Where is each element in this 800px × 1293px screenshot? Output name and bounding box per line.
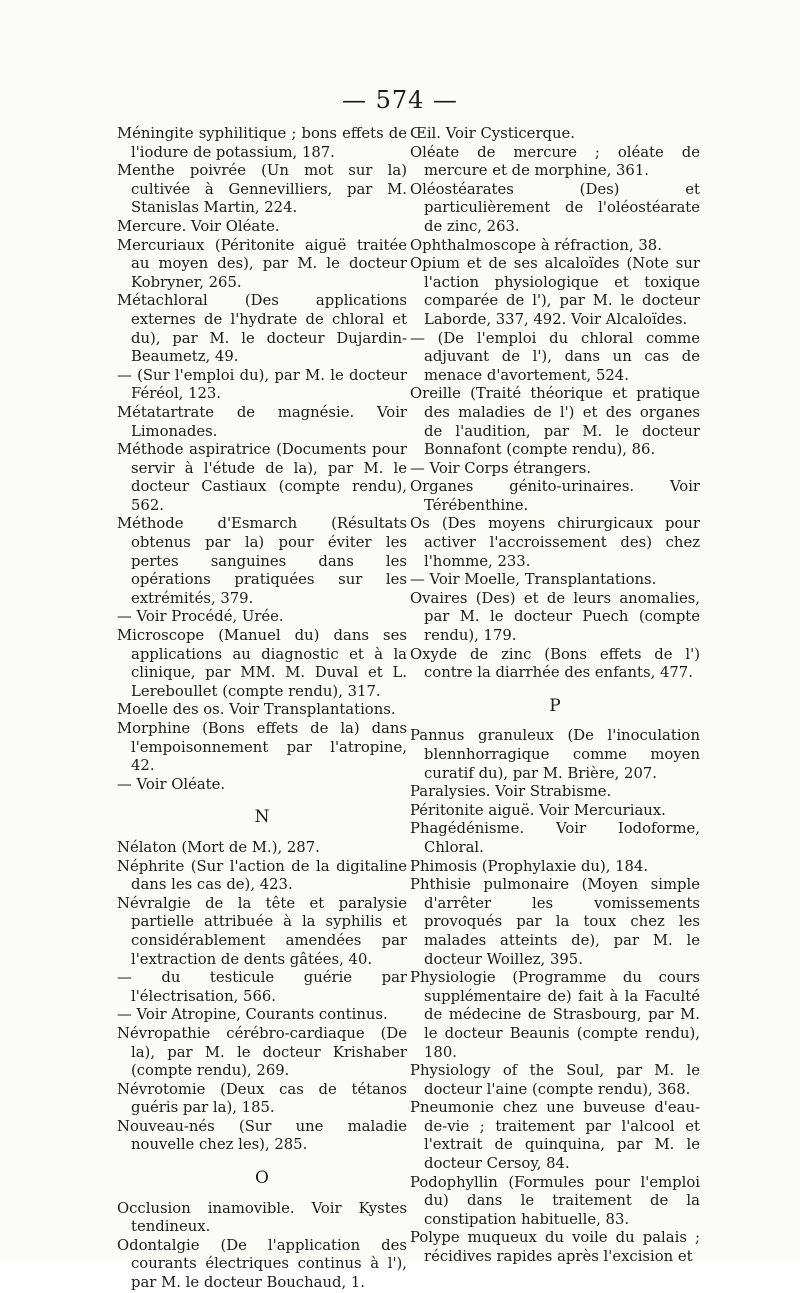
index-entry: Métachloral (Des applications externes de l'hydrate de chloral et du), par M. le docteur Dujardin-Beaumetz, 49. [117, 292, 407, 366]
section-letter-p: P [549, 695, 561, 716]
index-entry: — (De l'emploi du chloral comme adjuvant de l'), dans un cas de menace d'avortement, 524. [410, 329, 700, 384]
index-entry: Néphrite (Sur l'action de la digitaline dans les cas de), 423. [117, 857, 407, 894]
index-entry: Ovaires (Des) et de leurs anomalies, par M. le docteur Puech (compte rendu), 179. [410, 589, 700, 645]
right-column [410, 125, 700, 1267]
index-entry: Moelle des os. Voir Transplantations. [117, 701, 396, 719]
index-entry: Oreille (Traité théorique et pratique des maladies de l') et des organes de l'audition, par M. le docteur Bonnafont (compte rendu), 86. [410, 385, 700, 459]
index-entry: Mercure. Voir Oléate. [117, 217, 280, 235]
index-entry: Morphine (Bons effets de la) dans l'empoisonnement par l'atropine, 42. [117, 720, 407, 775]
index-entry: Oxyde de zinc (Bons effets de l') contre la diarrhée des enfants, 477. [410, 645, 700, 682]
index-entry: Microscope (Manuel du) dans ses applications au diagnostic et à la clinique, par MM. M. Duval et L. Lereboullet (compte rendu), 317. [117, 627, 407, 700]
index-entry: Polype muqueux du voile du palais ; récidives rapides après l'excision et [410, 1229, 700, 1266]
index-entry: Menthe poivrée (Un mot sur la) cultivée à Gennevilliers, par M. Stanislas Martin, 224. [117, 162, 407, 217]
index-entry: Œil. Voir Cysticerque. [410, 125, 575, 142]
index-entry: — du testicule guérie par l'électrisation, 566. [117, 969, 407, 1005]
index-entry: Méthode aspiratrice (Documents pour servir à l'étude de la), par M. le docteur Castiaux (compte rendu), 562. [117, 441, 407, 514]
index-entry: Physiology of the Soul, par M. le docteur l'aine (compte rendu), 368. [410, 1062, 700, 1098]
index-entry: Os (Des moyens chirurgicaux pour activer l'accroissement des) chez l'homme, 233. [410, 515, 700, 570]
index-entry: Physiologie (Programme du cours supplémentaire de) fait à la Faculté de médecine de Strasbourg, par M. le docteur Beaunis (compte rendu), 180. [410, 969, 700, 1061]
entries-p [410, 727, 700, 1266]
index-entry: Névrotomie (Deux cas de tétanos guéris par la), 185. [117, 1080, 407, 1117]
index-entry: Odontalgie (De l'application des courants électriques continus à l'), par M. le docteur Bouchaud, 1. [117, 1236, 407, 1292]
page-number: — 574 — [341, 86, 459, 114]
entries-m [117, 125, 407, 794]
section-letter-o: O [255, 1168, 269, 1189]
index-entry: Péritonite aiguë. Voir Mercuriaux. [410, 801, 666, 819]
index-entry: Phagédénisme. Voir Iodoforme, Chloral. [410, 820, 700, 856]
index-entry: Organes génito-urinaires. Voir Térébenthine. [410, 478, 700, 514]
index-entry: — Voir Corps étrangers. [410, 459, 592, 477]
index-entry: Phthisie pulmonaire (Moyen simple d'arrêter les vomissements provoqués par la toux chez les malades atteints de), par M. le docteur Woillez, 395. [410, 876, 700, 968]
index-entry: Phimosis (Prophylaxie du), 184. [410, 857, 649, 875]
index-entry: Pannus granuleux (De l'inoculation blennhorragique comme moyen curatif du), par M. Brière, 207. [410, 727, 700, 782]
index-entry: Névralgie de la tête et paralysie partielle attribuée à la syphilis et considérablement amendées par l'extraction de dents gâtées, 40. [117, 894, 407, 968]
entries-o-right [410, 125, 700, 683]
index-entry: — Voir Atropine, Courants continus. [117, 1006, 388, 1024]
index-entry: — (Sur l'emploi du), par M. le docteur Féréol, 123. [117, 366, 407, 403]
index-entry: — Voir Moelle, Transplantations. [410, 571, 657, 589]
index-entry: Occlusion inamovible. Voir Kystes tendineux. [117, 1199, 407, 1236]
index-entry: — Voir Procédé, Urée. [117, 608, 284, 626]
index-entry: Mercuriaux (Péritonite aiguë traitée au moyen des), par M. le docteur Kobryner, 265. [117, 236, 407, 291]
index-entry: Névropathie cérébro-cardiaque (De la), par M. le docteur Krishaber (compte rendu), 269. [117, 1024, 407, 1080]
index-entry: Méningite syphilitique ; bons effets de l'iodure de potassium, 187. [117, 125, 407, 161]
entries-n [117, 839, 407, 1155]
index-entry: Métatartrate de magnésie. Voir Limonades. [117, 403, 407, 440]
index-entry: Oléate de mercure ; oléate de mercure et de morphine, 361. [410, 143, 700, 180]
left-column [117, 125, 407, 1293]
entries-o-left [117, 1200, 407, 1293]
section-letter-n: N [254, 807, 270, 828]
index-entry: Oléostéarates (Des) et particulièrement de l'oléostéarate de zinc, 263. [410, 180, 700, 235]
index-entry: — Voir Oléate. [117, 775, 226, 793]
index-entry: Nélaton (Mort de M.), 287. [117, 838, 320, 856]
index-entry: Ophthalmoscope à réfraction, 38. [410, 236, 662, 254]
index-entry: Nouveau-nés (Sur une maladie nouvelle chez les), 285. [117, 1117, 407, 1154]
index-entry: Opium et de ses alcaloïdes (Note sur l'action physiologique et toxique comparée de l'), par M. le docteur Laborde, 337, 492. Voir Alcaloïdes. [410, 255, 700, 328]
index-entry: Paralysies. Voir Strabisme. [410, 783, 612, 801]
index-entry: Méthode d'Esmarch (Résultats obtenus par la) pour éviter les pertes sanguines dans les opérations pratiquées sur les extrémités, 379. [117, 515, 407, 607]
index-entry: Pneumonie chez une buveuse d'eau-de-vie ; traitement par l'alcool et l'extrait de quinquina, par M. le docteur Cersoy, 84. [410, 1099, 700, 1173]
index-entry: Podophyllin (Formules pour l'emploi du) dans le traitement de la constipation habituelle, 83. [410, 1173, 700, 1228]
